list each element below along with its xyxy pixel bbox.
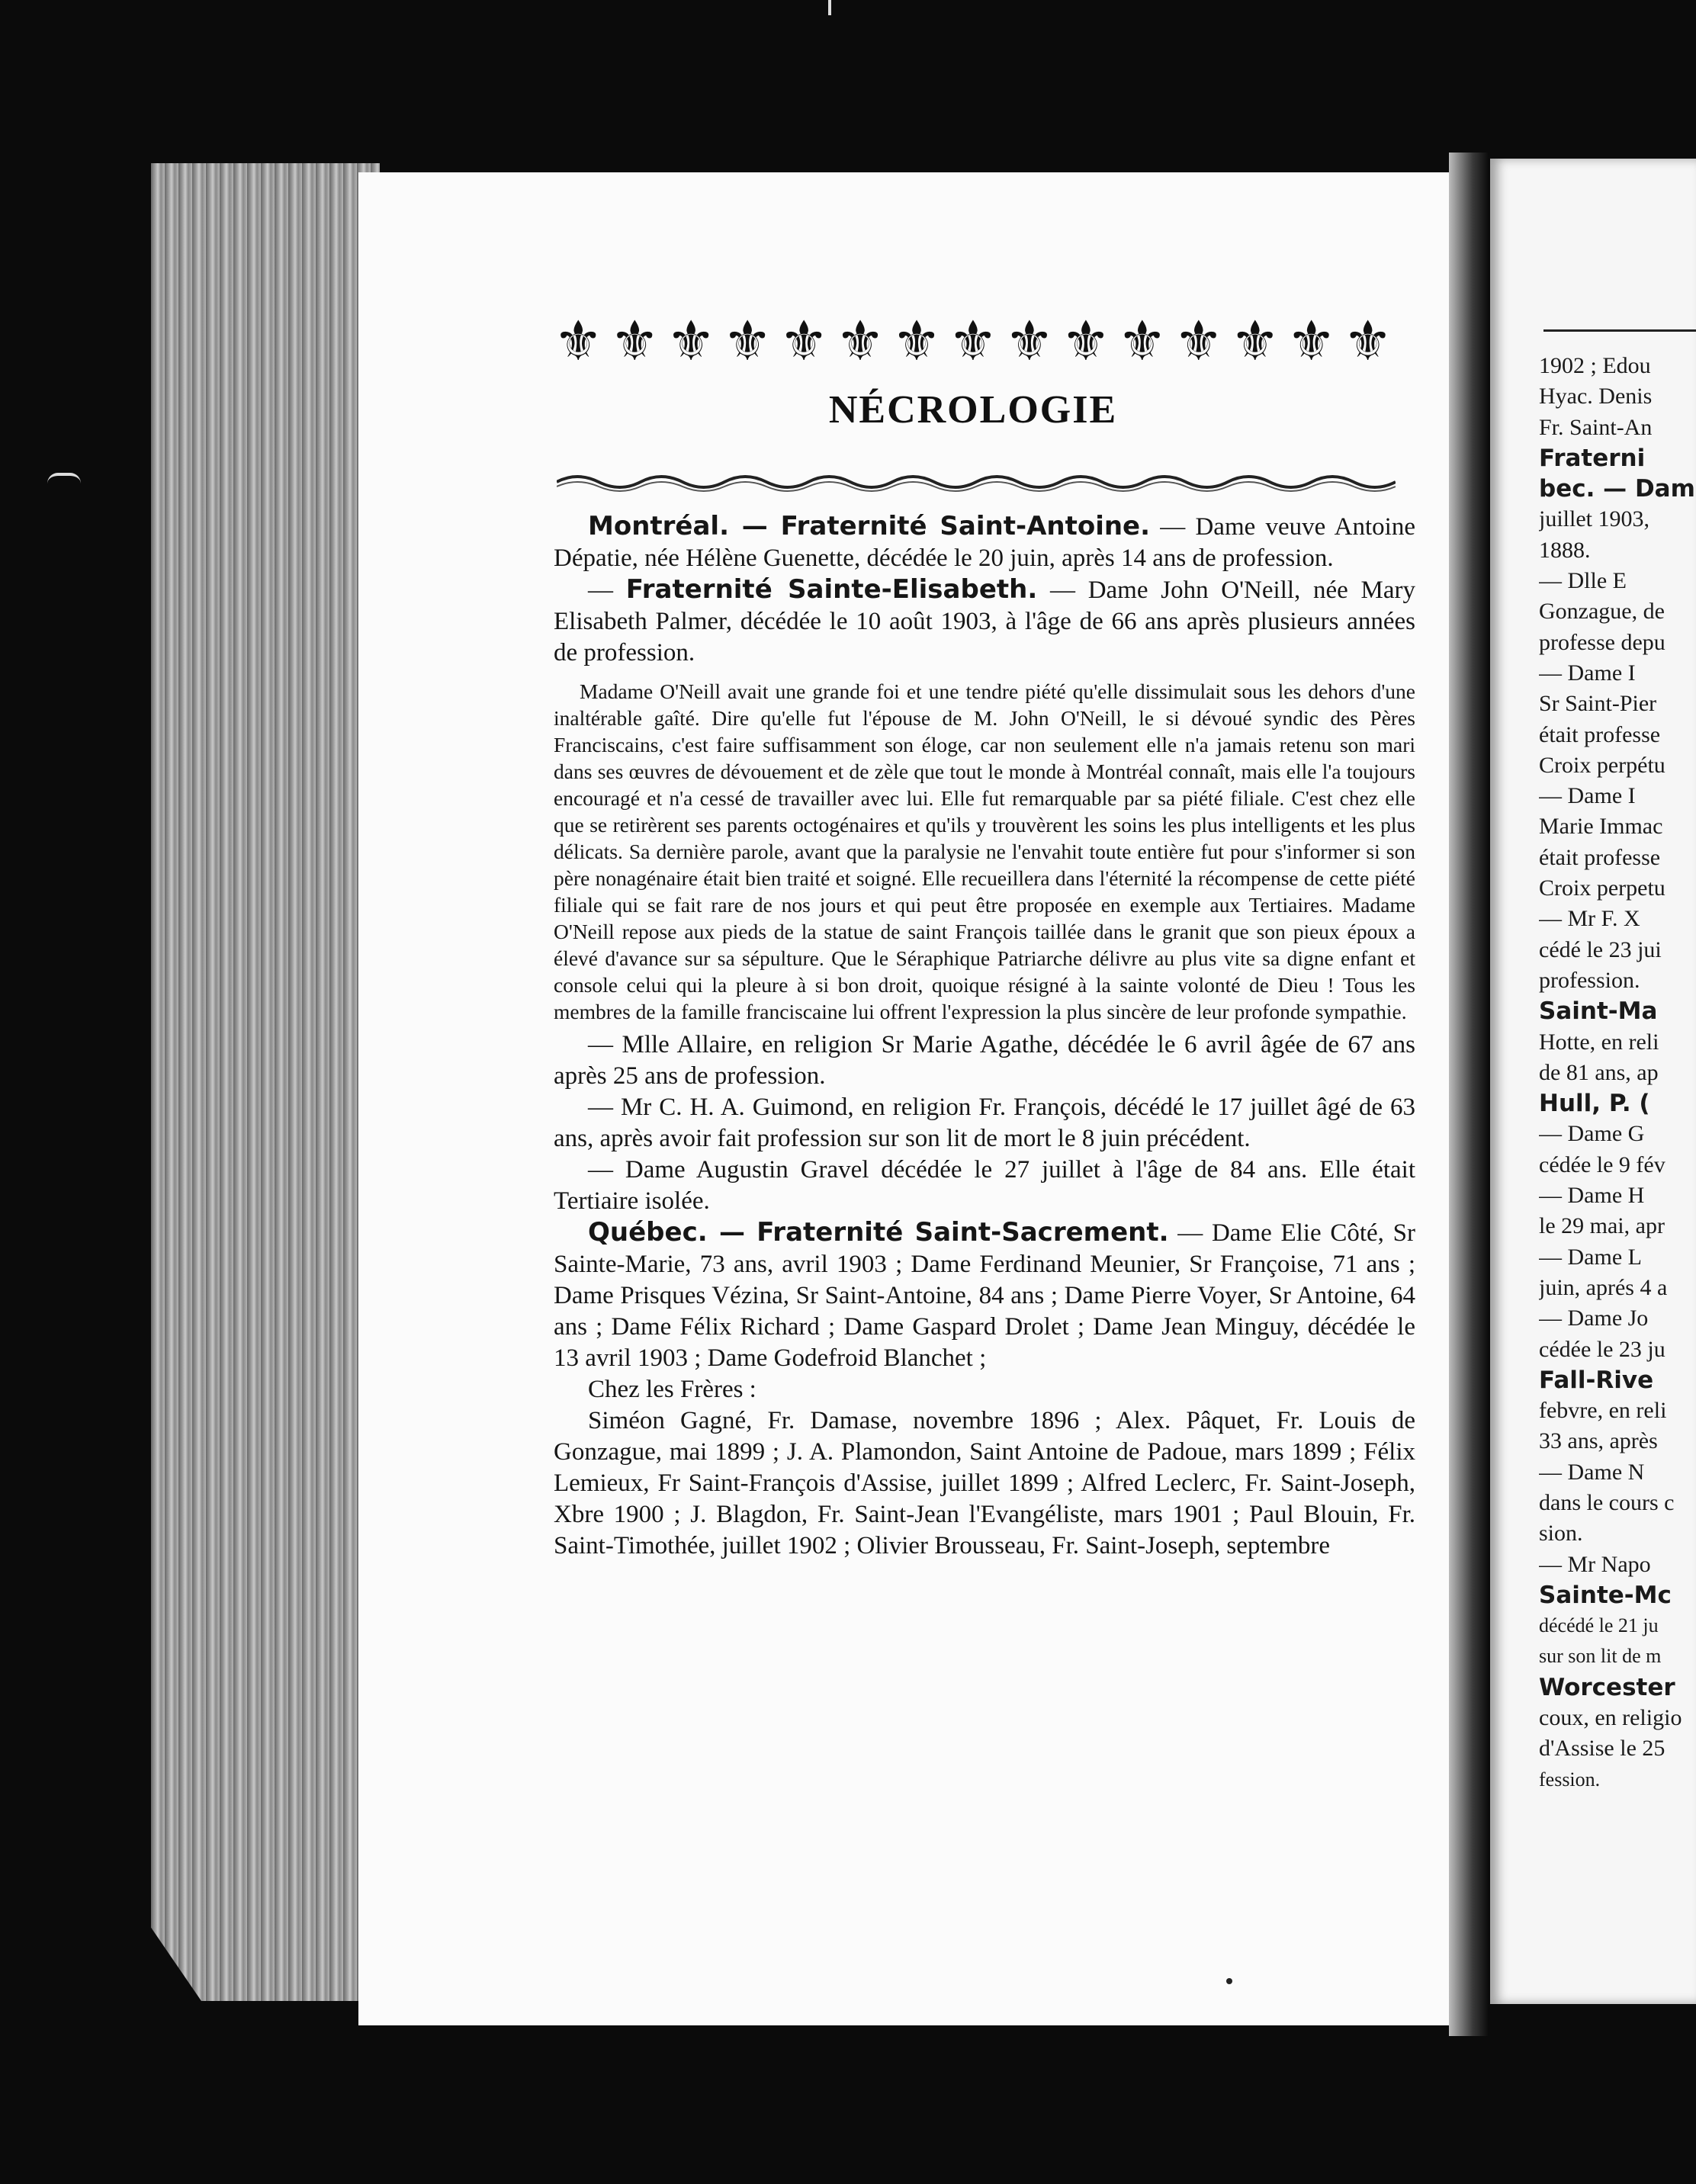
right-page-line: coux, en religio bbox=[1539, 1705, 1682, 1731]
fleur-de-lis-icon: ⚜ bbox=[666, 311, 716, 372]
right-page-line: était professe bbox=[1539, 844, 1661, 870]
fleur-de-lis-icon: ⚜ bbox=[722, 311, 773, 372]
right-page-line: — Dame I bbox=[1539, 783, 1636, 809]
right-page-line: sion. bbox=[1539, 1521, 1583, 1546]
fleur-de-lis-icon: ⚜ bbox=[779, 311, 829, 372]
fleur-de-lis-icon: ⚜ bbox=[1343, 311, 1392, 372]
right-page-line: — Dame G bbox=[1539, 1121, 1645, 1147]
entry-allaire: — Mlle Allaire, en religion Sr Marie Agathe, décédée le 6 avril âgée de 67 ans après 25 ans de profession. bbox=[554, 1031, 1415, 1090]
right-page-rule bbox=[1543, 329, 1696, 332]
right-page-line: Saint-Ma bbox=[1539, 997, 1658, 1026]
right-page-line: cédé le 23 jui bbox=[1539, 936, 1662, 962]
film-scratch-mark bbox=[828, 0, 831, 15]
right-page-line: 1888. bbox=[1539, 537, 1591, 563]
entry-brothers-list: Siméon Gagné, Fr. Damase, novembre 1896 ; Alex. Pâquet, Fr. Louis de Gonzague, mai 1899 ; J. A. Plamondon, Saint Antoine de Padoue, mars 1899 ; Félix Lemieux, Fr Saint-François d'Assise, juillet 1899 ; Alfred Leclerc, Fr. Saint-Joseph, Xbre 1900 ; J. Blagdon, Fr. Saint-Jean l'Evangéliste, mars 1901 ; Paul Blouin, Fr. Saint-Timothée, juillet 1902 ; Olivier Brousseau, Fr. Saint-Joseph, septembre bbox=[554, 1407, 1415, 1559]
fleur-de-lis-icon: ⚜ bbox=[1286, 311, 1336, 372]
right-page-column bbox=[1539, 351, 1696, 1795]
fleur-de-lis-icon: ⚜ bbox=[835, 311, 885, 372]
right-page-line: Marie Immac bbox=[1539, 814, 1663, 840]
page-mark-dot bbox=[1226, 1978, 1232, 1984]
fleur-de-lis-icon: ⚜ bbox=[554, 311, 603, 372]
entry-heading: Montréal. — Fraternité Saint-Antoine. bbox=[588, 511, 1151, 541]
right-page-line: — Dame I bbox=[1539, 660, 1636, 686]
right-page-line: 1902 ; Edou bbox=[1539, 353, 1651, 378]
necrology-body bbox=[554, 511, 1415, 1562]
right-page-line: Gonzague, de bbox=[1539, 599, 1665, 625]
right-page-line: — Dame Jo bbox=[1539, 1306, 1649, 1331]
right-page-line: Croix perpetu bbox=[1539, 875, 1665, 901]
right-page-line: sur son lit de m bbox=[1539, 1645, 1662, 1668]
entry-text: — Dame Elie Côté, Sr Sainte-Marie, 73 ans, avril 1903 ; Dame Ferdinand Meunier, Sr Françoise, 71 ans ; Dame Prisques Vézina, Sr Saint-Antoine, 84 ans ; Dame Pierre Voyer, Sr Antoine, 64 ans ; Dame Félix Richard ; Dame Gaspard Drolet ; Dame Jean Minguy, décédée le 13 avril 1903 ; Dame Godefroid Blanchet ; bbox=[554, 1219, 1415, 1372]
fleur-de-lis-icon: ⚜ bbox=[1004, 311, 1055, 372]
right-page-line: Fall-Rive bbox=[1539, 1366, 1654, 1394]
page-title: NÉCROLOGIE bbox=[828, 388, 1118, 432]
entry-sainte-elisabeth: — Fraternité Sainte-Elisabeth. — Dame John O'Neill, née Mary Elisabeth Palmer, décédée le 10 août 1903, à l'âge de 66 ans après plusieurs années de profession. bbox=[554, 574, 1416, 666]
right-page-line: Fr. Saint-An bbox=[1539, 414, 1653, 440]
right-page-line: cédée le 23 ju bbox=[1539, 1336, 1665, 1362]
fleur-de-lis-ornament-row bbox=[554, 311, 1392, 372]
right-page-line: — Mr F. X bbox=[1539, 906, 1640, 932]
right-page-line: — Mr Napo bbox=[1539, 1551, 1651, 1577]
entry-text: — Dame veuve Antoine Dépatie, née Hélène Guenette, décédée le 20 juin, après 14 ans de profession. bbox=[554, 513, 1415, 572]
right-page-line: Hotte, en reli bbox=[1539, 1029, 1659, 1055]
entry-heading: Fraternité Sainte-Elisabeth. bbox=[625, 574, 1038, 605]
entry-quebec-saint-sacrement bbox=[554, 1217, 1415, 1374]
right-page-line: — Dame L bbox=[1539, 1244, 1642, 1270]
right-page-line: bec. — Dam bbox=[1539, 475, 1695, 503]
wave-divider bbox=[557, 468, 1396, 496]
right-page-line: juin, aprés 4 a bbox=[1539, 1274, 1668, 1300]
right-page-line: décédé le 21 ju bbox=[1539, 1614, 1659, 1637]
right-page-line: — Dlle E bbox=[1539, 568, 1627, 594]
right-page-line: Sainte-Mc bbox=[1539, 1581, 1672, 1609]
fleur-de-lis-icon: ⚜ bbox=[948, 311, 998, 372]
right-page-line: Croix perpétu bbox=[1539, 752, 1665, 778]
fleur-de-lis-icon: ⚜ bbox=[1117, 311, 1168, 372]
right-page-line: professe depu bbox=[1539, 629, 1665, 655]
right-page-line: Worcester bbox=[1539, 1673, 1675, 1701]
right-page-line: Fraterni bbox=[1539, 444, 1646, 472]
right-page-line: — Dame H bbox=[1539, 1183, 1645, 1209]
right-page-line: dans le cours c bbox=[1539, 1489, 1675, 1515]
eulogy-note: Madame O'Neill avait une grande foi et une tendre piété qu'elle dissimulait sous les dehors d'une inaltérable gaîté. Dire qu'elle fut l'épouse de M. John O'Neill, le si dévoué syndic des Pères Franciscains, c'est faire suffisamment son éloge, car non seulement elle n'a jamais retenu son mari dans ses œuvres de dévouement et de zèle que tout le monde à Montréal connaît, mais elle l'a toujours encouragé et n'a cessé de travailler avec lui. Elle fut remarquable par sa piété filiale. C'est chez elle que se retirèrent ses parents octogénaires et qu'ils y trouvèrent les soins les plus intelligents et les plus délicats. Sa dernière parole, avant que la paralysie ne l'envahit toute entière fut pour s'informer si son père nonagénaire était bien traité et soigné. Elle recueillera dans l'éternité la récompense de cette piété filiale qui se fait rare de nos jours et qui peut être proposée en exemple aux Tertiaires. Madame O'Neill repose aux pieds de la statue de saint François taillée dans le granit que son pieux époux a élevé d'avance sur sa sépulture. Que le Séraphique Patriarche délivre au plus vite sa digne enfant et console celui qui la pleure à si bon droit, quoique résigné à la sainte volonté de Dieu ! Tous les membres de la famille franciscaine lui offrent l'expression la plus sincère de leur profonde sympathie. bbox=[554, 679, 1415, 1023]
right-page-line: Hull, P. ( bbox=[1539, 1090, 1650, 1118]
fleur-de-lis-icon: ⚜ bbox=[1174, 311, 1224, 372]
right-page-line: d'Assise le 25 bbox=[1539, 1736, 1665, 1762]
right-page-line: — Dame N bbox=[1539, 1459, 1645, 1485]
right-page-line: le 29 mai, apr bbox=[1539, 1213, 1665, 1239]
right-page-line: Hyac. Denis bbox=[1539, 384, 1653, 410]
fleur-de-lis-icon: ⚜ bbox=[609, 311, 660, 372]
right-page-line: Sr Saint-Pier bbox=[1539, 691, 1657, 717]
entry-guimond: — Mr C. H. A. Guimond, en religion Fr. François, décédé le 17 juillet âgé de 63 ans, après avoir fait profession sur son lit de mort le 8 juin précédent. bbox=[554, 1094, 1415, 1152]
book-page-edges bbox=[151, 163, 380, 2001]
right-page-line: était professe bbox=[1539, 721, 1661, 747]
right-page-line: fession. bbox=[1539, 1768, 1601, 1791]
right-page-line: de 81 ans, ap bbox=[1539, 1059, 1659, 1085]
entry-montreal-saint-antoine bbox=[554, 511, 1415, 574]
right-page-line: 33 ans, après bbox=[1539, 1428, 1658, 1454]
book-spine bbox=[1449, 153, 1489, 2036]
film-scratch-mark bbox=[47, 473, 81, 483]
right-page-line: profession. bbox=[1539, 967, 1640, 993]
fleur-de-lis-icon: ⚜ bbox=[891, 311, 942, 372]
fleur-de-lis-icon: ⚜ bbox=[1061, 311, 1111, 372]
right-page-line: cédée le 9 fév bbox=[1539, 1151, 1665, 1177]
entry-text: — Dame John O'Neill, née Mary Elisabeth Palmer, décédée le 10 août 1903, à l'âge de 66 ans après plusieurs années de profession. bbox=[554, 577, 1416, 666]
entry-gravel: — Dame Augustin Gravel décédée le 27 juillet à l'âge de 84 ans. Elle était Tertiaire isolée. bbox=[554, 1156, 1415, 1215]
entry-heading: Québec. — Fraternité Saint-Sacrement. bbox=[588, 1217, 1169, 1248]
right-page-line: juillet 1903, bbox=[1539, 506, 1649, 532]
brothers-heading: Chez les Frères : bbox=[588, 1376, 756, 1403]
right-page-line: febvre, en reli bbox=[1539, 1398, 1667, 1424]
fleur-de-lis-icon: ⚜ bbox=[1230, 311, 1280, 372]
